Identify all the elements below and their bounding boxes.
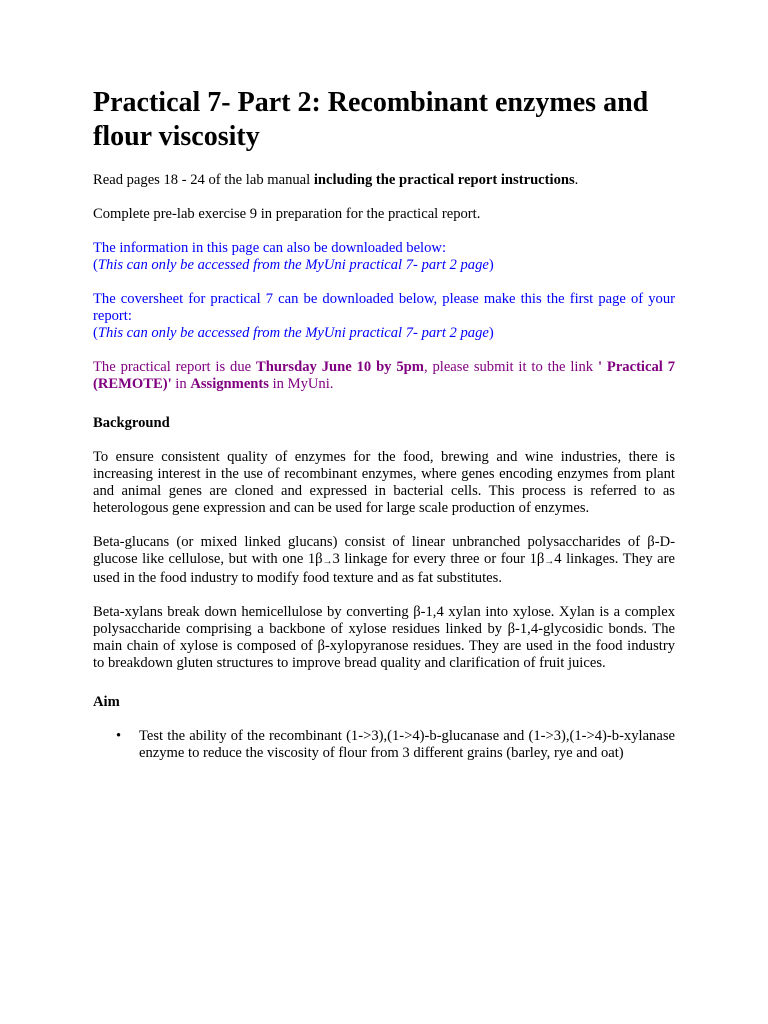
coversheet-info-text: The coversheet for practical 7 can be downloaded below, please make this the first page of your report: xyxy=(93,291,675,324)
aim-heading: Aim xyxy=(93,694,120,710)
reading-instruction-period: . xyxy=(574,172,579,188)
bullet-icon: • xyxy=(116,728,122,744)
linkage-arrow: → xyxy=(544,556,555,567)
aim-list xyxy=(93,728,675,762)
due-in: in xyxy=(171,376,191,392)
download-info-paren-open: ( xyxy=(93,257,98,273)
due-date-notice xyxy=(93,359,675,393)
assignments-link[interactable]: Assignments xyxy=(190,376,269,392)
background-paragraph-2 xyxy=(93,534,675,587)
beta-glucan-text-b: 3 linkage for every three or four 1β xyxy=(332,551,545,567)
linkage-arrow: → xyxy=(322,556,333,567)
page-title: Practical 7- Part 2: Recombinant enzymes and flour viscosity xyxy=(93,87,649,152)
reading-instruction-emphasis: including the practical report instructions xyxy=(313,172,575,188)
aim-list-item-text: Test the ability of the recombinant (1->3),(1->4)-b-glucanase and (1->3),(1->4)-b-xylanase enzyme to reduce the viscosity of flour from 3 different grains (barley, rye and oat) xyxy=(139,728,675,761)
download-info-text: The information in this page can also be downloaded below: xyxy=(93,240,446,256)
coversheet-info xyxy=(93,291,675,342)
download-info-paren-close: ) xyxy=(488,257,494,273)
coversheet-info-paren-open: ( xyxy=(93,325,98,341)
prelab-instruction: Complete pre-lab exercise 9 in preparation for the practical report. xyxy=(93,206,481,222)
download-info-note: This can only be accessed from the MyUni practical 7- part 2 page xyxy=(97,257,489,273)
due-prefix: The practical report is due xyxy=(93,359,256,375)
due-middle: , please submit it to the link xyxy=(423,359,598,375)
reading-instruction-text: Read pages 18 - 24 of the lab manual xyxy=(93,172,314,188)
practical-link[interactable]: ' Practical 7 (REMOTE)' xyxy=(93,359,675,392)
reading-instruction xyxy=(93,172,675,189)
download-info xyxy=(93,240,675,274)
coversheet-info-paren-close: ) xyxy=(488,325,494,341)
background-paragraph-3: Beta-xylans break down hemicellulose by converting β-1,4 xylan into xylose. Xylan is a complex polysaccharide comprising a backbone of xylose residues linked by β-1,4-glycosidic bonds. The main chain of xylose is composed of β-xylopyranose residues. They are used in the food industry to breakdown gluten structures to improve bread quality and clarification of fruit juices. xyxy=(93,604,675,671)
document-page xyxy=(93,86,675,762)
aim-list-item xyxy=(116,728,675,762)
background-paragraph-1: To ensure consistent quality of enzymes for the food, brewing and wine industries, there is increasing interest in the use of recombinant enzymes, where genes encoding enzymes from plant and animal genes are cloned and expressed in bacterial cells. This process is referred to as heterologous gene expression and can be used for large scale production of enzymes. xyxy=(93,449,675,516)
due-suffix: in MyUni. xyxy=(268,376,334,392)
beta-glucan-text-a: Beta-glucans (or mixed linked glucans) consist of linear unbranched polysaccharides of β-D-glucose like cellulose, but with one 1β xyxy=(93,534,675,567)
due-date: Thursday June 10 by 5pm xyxy=(255,359,424,375)
background-heading: Background xyxy=(93,415,170,431)
coversheet-info-note: This can only be accessed from the MyUni practical 7- part 2 page xyxy=(97,325,489,341)
beta-glucan-text-c: 4 linkages. They are used in the food industry to modify food texture and as fat substitutes. xyxy=(93,551,676,586)
